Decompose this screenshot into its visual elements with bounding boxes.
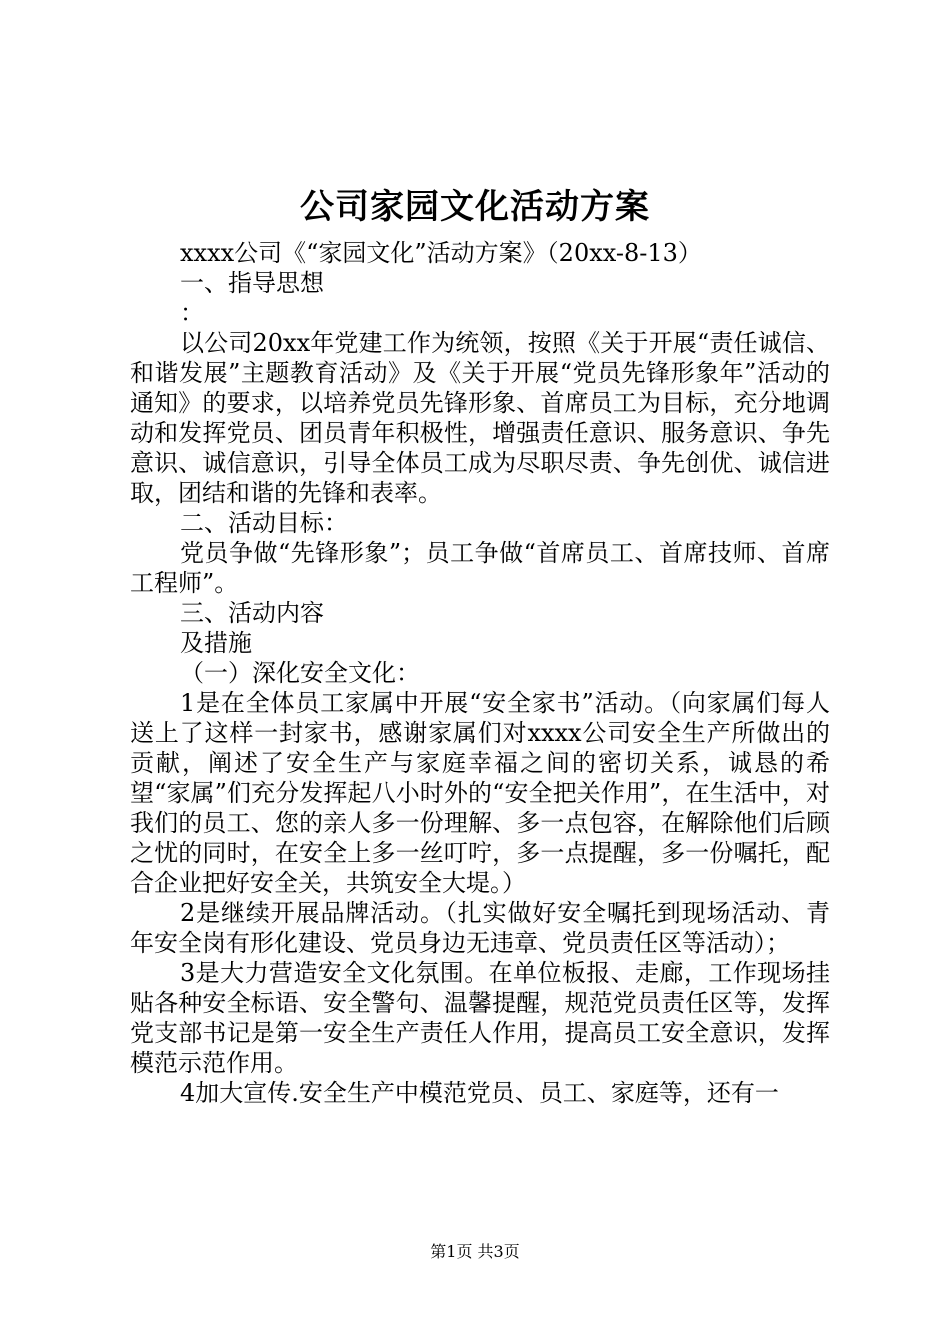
paragraph-item-1: 1是在全体员工家属中开展“安全家书”活动。（向家属们每人送上了这样一封家书，感谢家属们对xxxx公司安全生产所做出的贡献，阐述了安全生产与家庭幸福之间的密切关系，诚恳的希望“家属”们充分发挥起八小时外的“安全把关作用”，在生活中，对我们的员工、您的亲人多一份理解、多一点包容，在解除他们后顾之忧的同时，在安全上多一丝叮咛，多一点提醒，多一份嘱托，配合企业把好安全关，共筑安全大堤。） — [130, 689, 830, 897]
colon-line: ： — [180, 299, 204, 327]
document-title: 公司家园文化活动方案 — [300, 187, 650, 227]
paragraph-item-3: 3是大力营造安全文化氛围。在单位板报、走廊，工作现场挂贴各种安全标语、安全警句、温馨提醒，规范党员责任区等，发挥党支部书记是第一安全生产责任人作用，提高员工安全意识，发挥模范示范作用。 — [130, 959, 830, 1077]
section-heading-measures: 及措施 — [180, 629, 252, 657]
subsection-heading-safety-culture: （一）深化安全文化： — [180, 659, 420, 687]
page-footer: 第1页 共3页 — [430, 1242, 520, 1261]
paragraph-guiding-idea: 以公司20xx年党建工作为统领，按照《关于开展“责任诚信、和谐发展”主题教育活动》及《关于开展“党员先锋形象年”活动的通知》的要求，以培养党员先锋形象、首席员工为目标，充分地调动和发挥党员、团员青年积极性，增强责任意识、服务意识、争先意识、诚信意识，引导全体员工成为尽职尽责、争先创优、诚信进取，团结和谐的先锋和表率。 — [130, 329, 830, 507]
paragraph-item-2: 2是继续开展品牌活动。（扎实做好安全嘱托到现场活动、青年安全岗有形化建设、党员身边无违章、党员责任区等活动）； — [130, 899, 830, 957]
section-heading-guiding-idea: 一、指导思想 — [180, 269, 324, 297]
section-heading-activity-goal: 二、活动目标： — [180, 509, 348, 537]
paragraph-item-4: 4加大宣传.安全生产中模范党员、员工、家庭等，还有一 — [180, 1079, 779, 1107]
document-body — [130, 238, 830, 1108]
section-heading-activity-content: 三、活动内容 — [180, 599, 324, 627]
paragraph-header-line: xxxx公司《“家园文化”活动方案》（20xx-8-13） — [180, 239, 702, 267]
paragraph-activity-goal: 党员争做“先锋形象”；员工争做“首席员工、首席技师、首席工程师”。 — [130, 539, 830, 597]
